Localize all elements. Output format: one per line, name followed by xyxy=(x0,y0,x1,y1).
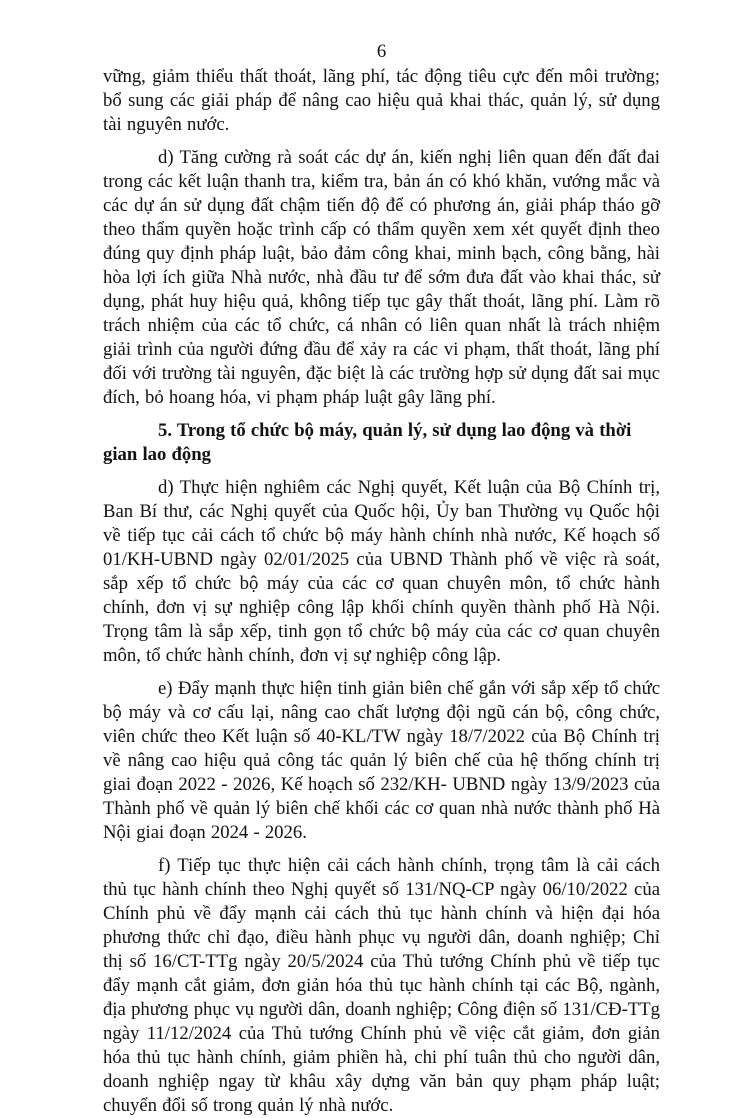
paragraph-water-resources-continuation: vững, giảm thiểu thất thoát, lãng phí, tác động tiêu cực đến môi trường; bổ sung các giải pháp để nâng cao hiệu quả khai thác, quản lý, sử dụng tài nguyên nước. xyxy=(103,66,660,135)
paragraph-e-payroll: e) Đẩy mạnh thực hiện tinh giản biên chế gắn với sắp xếp tổ chức bộ máy và cơ cấu lại, nâng cao chất lượng đội ngũ cán bộ, công chức, viên chức theo Kết luận số 40-KL/TW ngày 18/7/2022 của Bộ Chính trị về nâng cao hiệu quả công tác quản lý biên chế của hệ thống chính trị giai đoạn 2022 - 2026, Kế hoạch số 232/KH- UBND ngày 13/9/2023 của Thành phố về quản lý biên chế khối các cơ quan nhà nước thành phố Hà Nội giai đoạn 2024 - 2026. xyxy=(103,678,660,843)
page-number: 6 xyxy=(376,41,387,62)
paragraph-d-land-projects: d) Tăng cường rà soát các dự án, kiến nghị liên quan đến đất đai trong các kết luận thanh tra, kiểm tra, bản án có khó khăn, vướng mắc và các dự án sử dụng đất chậm tiến độ để có phương án, giải pháp tháo gỡ theo thẩm quyền hoặc trình cấp có thẩm quyền xem xét quyết định theo đúng quy định pháp luật, bảo đảm công khai, minh bạch, công bằng, hài hòa lợi ích giữa Nhà nước, nhà đầu tư để sớm đưa đất vào khai thác, sử dụng, phát huy hiệu quả, không tiếp tục gây thất thoát, lãng phí. Làm rõ trách nhiệm của các tổ chức, cá nhân có liên quan nhất là trách nhiệm giải trình của người đứng đầu để xảy ra các vi phạm, thất thoát, lãng phí đối với trường tài nguyên, đặc biệt là các trường hợp sử dụng đất sai mục đích, bỏ hoang hóa, vi phạm pháp luật gây lãng phí. xyxy=(103,147,660,408)
paragraph-f-admin-reform: f) Tiếp tục thực hiện cải cách hành chính, trọng tâm là cải cách thủ tục hành chính theo Nghị quyết số 131/NQ-CP ngày 06/10/2022 của Chính phủ về đẩy mạnh cải cách thủ tục hành chính và hiện đại hóa phương thức chỉ đạo, điều hành phục vụ người dân, doanh nghiệp; Chỉ thị số 16/CT-TTg ngày 20/5/2024 của Thủ tướng Chính phủ về tiếp tục đẩy mạnh cắt giảm, đơn giản hóa thủ tục hành chính tại các Bộ, ngành, địa phương phục vụ người dân, doanh nghiệp; Công điện số 131/CĐ-TTg ngày 11/12/2024 của Thủ tướng Chính phủ về việc cắt giảm, đơn giản hóa thủ tục hành chính, giảm phiền hà, chi phí tuân thủ cho người dân, doanh nghiệp ngay từ khâu xây dựng văn bản quy phạm pháp luật; chuyển đổi số trong quản lý nhà nước. xyxy=(103,855,660,1116)
paragraph-d-apparatus: d) Thực hiện nghiêm các Nghị quyết, Kết luận của Bộ Chính trị, Ban Bí thư, các Nghị quyết của Quốc hội, Ủy ban Thường vụ Quốc hội về tiếp tục cải cách tổ chức bộ máy hành chính nhà nước, Kế hoạch số 01/KH-UBND ngày 02/01/2025 của UBND Thành phố về việc rà soát, sắp xếp tổ chức bộ máy của các cơ quan chuyên môn, tổ chức hành chính, đơn vị sự nghiệp công lập khối chính quyền thành phố Hà Nội. Trọng tâm là sắp xếp, tinh gọn tổ chức bộ máy của các cơ quan chuyên môn, tổ chức hành chính, đơn vị sự nghiệp công lập. xyxy=(103,477,660,666)
section-heading-5: 5. Trong tổ chức bộ máy, quản lý, sử dụng lao động và thời gian lao động xyxy=(103,420,632,465)
